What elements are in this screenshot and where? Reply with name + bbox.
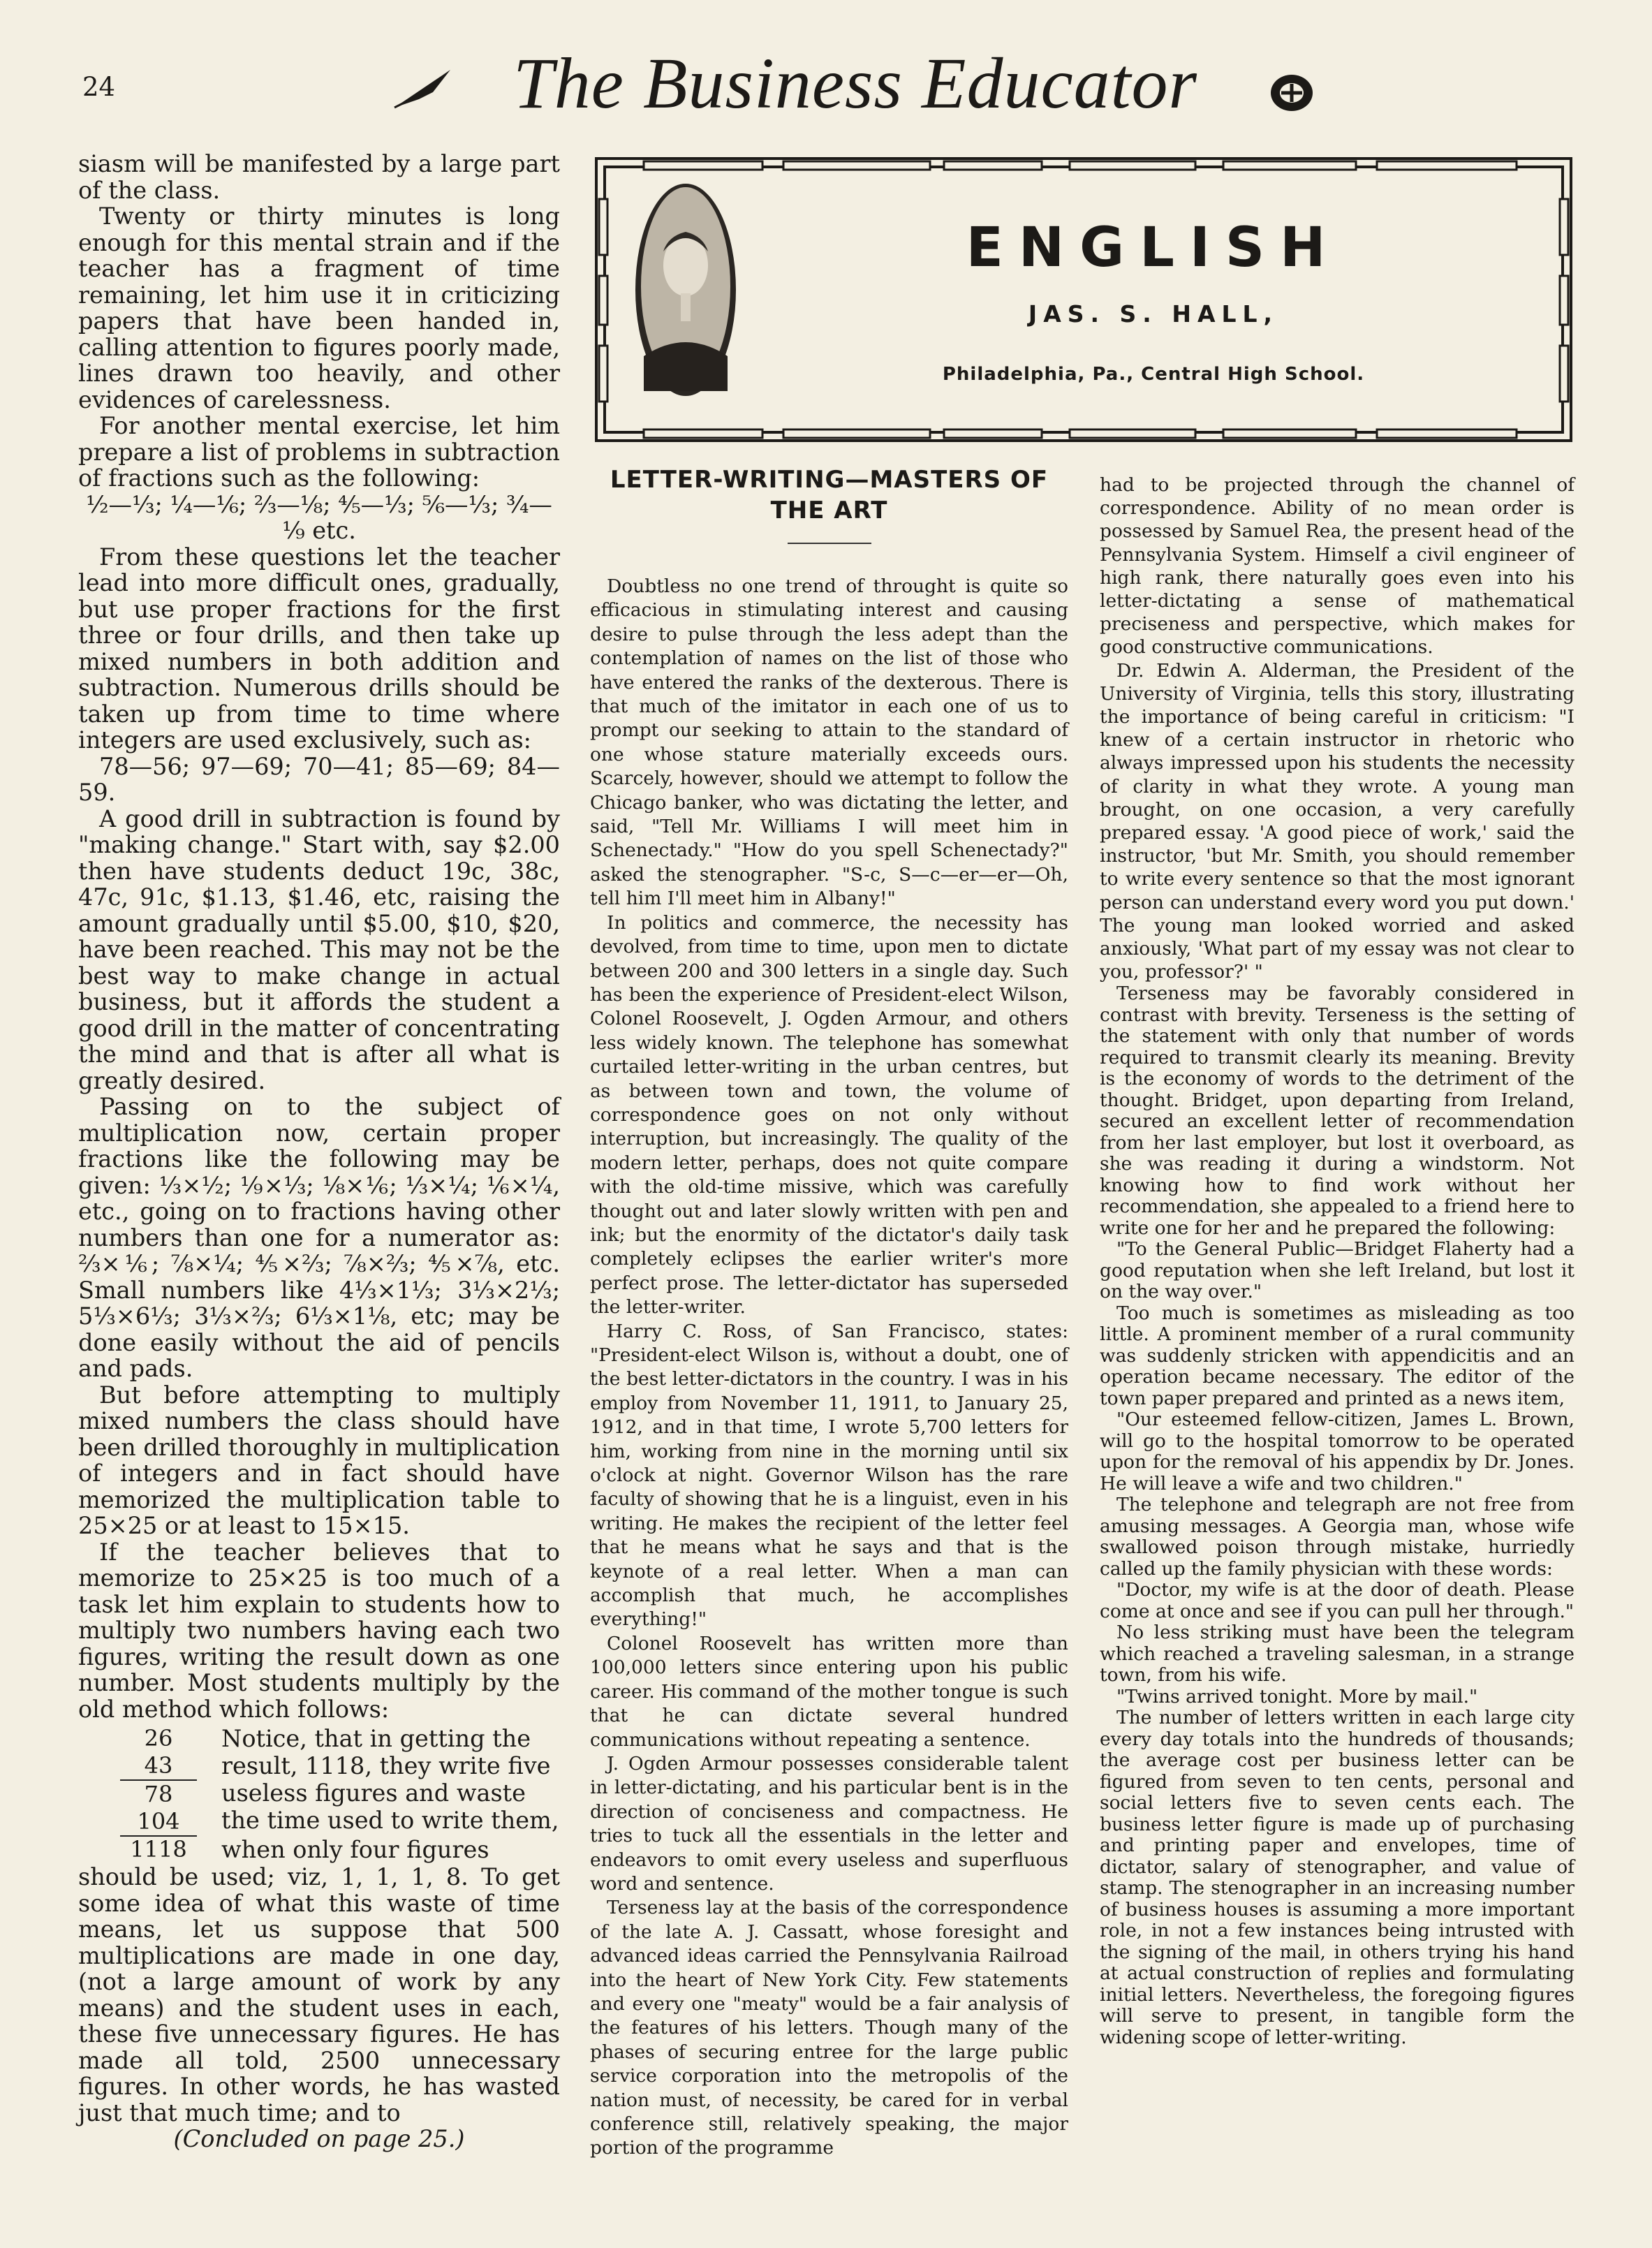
- paragraph: If the teacher believes that to memorize to 25×25 is too much of a task let him explain to students how to multiply two numbers having each two figures, writing the result down as one number. Most students multiply by the old method which follows:: [78, 1538, 560, 1723]
- quoted-message: "Doctor, my wife is at the door of death. Please come at once and see if you can pull her through.": [1100, 1579, 1574, 1622]
- paragraph: should be used; viz, 1, 1, 1, 8. To get some idea of what this waste of time means, let us suppose that 500 multiplications are made in one day, (not a large amount of work by any means) and the student uses in each, these five unnecessary figures. He has made all told, 2500 unnecessary figures. In other words, he has wasted just that much time; and to: [78, 1863, 560, 2126]
- paragraph: Dr. Edwin A. Alderman, the President of the University of Virginia, tells this story, illustrating the importance of being careful in criticism: "I knew of a certain instructor in rhetoric who always impressed upon his students the necessity of clarity in what they wrote. A young man brought, on one occasion, a very carefully prepared essay. 'A good piece of work,' said the instructor, 'but Mr. Smith, you should remember to write every sentence so that the most ignorant person can understand every word you put down.' The young man looked worried and asked anxiously, 'What part of my essay was not clear to you, professor?' ": [1100, 659, 1574, 983]
- eagle-emblem-icon: [1267, 70, 1316, 115]
- note-line: Notice, that in getting the: [221, 1725, 531, 1752]
- left-column: [78, 151, 560, 2152]
- fraction-list: ½—⅓; ¼—⅙; ⅔—⅛; ⅘—⅓; ⅚—⅓; ¾—⅑ etc.: [86, 490, 552, 544]
- page-number: 24: [82, 72, 116, 102]
- figure: 26: [144, 1725, 173, 1751]
- quoted-news-item: "Our esteemed fellow-citizen, James L. Brown, will go to the hospital tomorrow to be operated upon for the removal of his appendix by Dr. Jones. He will leave a wife and two children.": [1100, 1409, 1574, 1494]
- paragraph: But before attempting to multiply mixed numbers the class should have been drilled thoroughly in multiplication of integers and in fact should have memorized the multiplication table to 25×25 or at least to 15×15.: [78, 1381, 560, 1539]
- paragraph: Terseness lay at the basis of the correspondence of the late A. J. Cassatt, whose foresight and advanced ideas carried the Pennsylvania Railroad into the heart of New York City. Few statements and every one "meaty" would be a fair analysis of the features of his letters. Though many of the phases of securing entree for the large public service corporation into the metropolis of the nation must, of necessity, be cared for in verbal conference still, relatively speaking, the major portion of the programme: [590, 1897, 1068, 2159]
- section-title: ENGLISH: [966, 216, 1341, 279]
- paragraph: Twenty or thirty minutes is long enough for this mental strain and if the teacher has a fragment of time remaining, let him use it in criticizing papers that have been handed in, calling attention to figures poorly made, lines drawn too heavily, and other evidences of carelessness.: [78, 203, 560, 413]
- paragraph: Colonel Roosevelt has written more than 100,000 letters since entering upon his public career. His command of the mother tongue is such that he can dictate several hundred communications without repeating a sentence.: [590, 1632, 1068, 1751]
- paragraph: siasm will be manifested by a large part of the class.: [78, 150, 560, 204]
- note-line: result, 1118, they write five: [221, 1752, 551, 1779]
- paragraph: had to be projected through the channel of correspondence. Ability of no mean order is possessed by Samuel Rea, the present head of the Pennsylvania System. Himself a civil engineer of high rank, there naturally goes even into his letter-dictating a sense of mathematical preciseness and perspective, which makes for good constructive communications.: [1100, 474, 1574, 659]
- multiplication-figures: [120, 1725, 197, 1837]
- author-name: JAS. S. HALL,: [1028, 300, 1279, 328]
- multiplication-result-line: [78, 1837, 560, 1864]
- quill-ornament-icon: [391, 64, 454, 113]
- continuation-note: (Concluded on page 25.): [173, 2125, 465, 2152]
- decorative-border: [595, 157, 1572, 442]
- masthead-title: The Business Educator: [512, 43, 1198, 124]
- title-divider: [788, 543, 871, 544]
- paragraph: Too much is sometimes as misleading as too little. A prominent member of a rural community was suddenly stricken with appendicitis and an operation became necessary. The editor of the town paper prepared and printed as a news item,: [1100, 1302, 1574, 1409]
- paragraph: Passing on to the subject of multiplication now, certain proper fractions like the following may be given: ⅓×½; ⅑×⅓; ⅛×⅙; ⅓×¼; ⅙×¼, etc., going on to fractions having other numbers than one for a numerator as: ⅔×⅙; ⅞×¼; ⅘×⅔; ⅞×⅔; ⅘×⅞, etc. Small numbers like 4⅓×1⅓; 3⅓×2⅓; 5⅓×6⅓; 3⅓×⅔; 6⅓×1⅛, etc; may be done easily without the aid of pencils and pads.: [78, 1093, 560, 1382]
- note-line: when only four figures: [221, 1836, 489, 1863]
- author-affiliation: Philadelphia, Pa., Central High School.: [942, 364, 1365, 385]
- quoted-letter: "To the General Public—Bridget Flaherty had a good reputation when she left Ireland, but lost it on the way over.": [1100, 1238, 1574, 1303]
- right-column: [1100, 473, 1574, 2048]
- figure: 43: [120, 1752, 197, 1781]
- article-title: LETTER-WRITING—MASTERS OF THE ART: [610, 466, 1049, 524]
- paragraph: The telephone and telegraph are not free from amusing messages. A Georgia man, whose wife swallowed poison through mistake, hurriedly called up the family physician with these words:: [1100, 1494, 1574, 1580]
- figure: 104: [120, 1808, 197, 1837]
- note-line: the time used to write them,: [221, 1807, 559, 1834]
- note-line: useless figures and waste: [221, 1779, 526, 1807]
- paragraph: No less striking must have been the telegram which reached a traveling salesman, in a strange town, from his wife.: [1100, 1622, 1574, 1687]
- paragraph: From these questions let the teacher lead into more difficult ones, gradually, but use proper fractions for the first three or four drills, and then take up mixed numbers in both addition and subtraction. Numerous drills should be taken up from time to time where integers are used exclusively, such as:: [78, 543, 560, 754]
- paragraph: For another mental exercise, let him prepare a list of problems in subtraction of fractions such as the following:: [78, 412, 560, 492]
- multiplication-notes: [221, 1725, 560, 1834]
- multiplication-example: [78, 1725, 560, 1837]
- paragraph: Doubtless no one trend of throught is quite so efficacious in stimulating interest and causing desire to pulse through the less adept than the contemplation of names on the list of those who have entered the ranks of the dexterous. There is that much of the imitator in each one of us to prompt our seeking to attain to the standard of one whose stature materially exceeds ours. Scarcely, however, should we attempt to follow the Chicago banker, who was dictating the letter, and said, "Tell Mr. Williams I will meet him in Schenectady." "How do you spell Schenectady?" asked the stenographer. "S-c, S—c—er—er—Oh, tell him I'll meet him in Albany!": [590, 575, 1068, 910]
- department-header: [595, 157, 1572, 442]
- author-portrait: [633, 182, 738, 398]
- quoted-telegram: "Twins arrived tonight. More by mail.": [1116, 1685, 1478, 1707]
- paragraph: Terseness may be favorably considered in contrast with brevity. Terseness is the setting of the statement with only that number of words required to transmit clearly its meaning. Brevity is the economy of words to the detriment of the thought. Bridget, upon departing from Ireland, secured an excellent letter of recommendation from her last employer, but lost it overboard, as she was reading it during a windstorm. Not knowing how to find work without her recommendation, she appealed to a friend here to write one for her and he prepared the following:: [1100, 983, 1574, 1239]
- middle-column: [590, 464, 1068, 2161]
- integer-list: 78—56; 97—69; 70—41; 85—69; 84—59.: [78, 752, 560, 806]
- paragraph: J. Ogden Armour possesses considerable talent in letter-dictating, and his particular bent is in the direction of conciseness and compactness. He tries to tuck all the essentials in the letter and endeavors to omit every useless and superfluous word and sentence.: [590, 1752, 1068, 1895]
- figure: 78: [144, 1781, 173, 1807]
- paragraph: The number of letters written in each large city every day totals into the hundreds of thousands; the average cost per business letter can be figured from seven to ten cents, personal and social letters five to seven cents each. The business letter figure is made up of purchasing and printing paper and envelopes, time of dictator, salary of stenographer, and value of stamp. The stenographer in an increasing number of business houses is assuming a more important role, in not a few instances being intrusted with the signing of the mail, in others trying his hand at actual construction of replies and formulating initial letters. Nevertheless, the foregoing figures will serve to present, in tangible form the widening scope of letter-writing.: [1100, 1707, 1574, 2048]
- paragraph: In politics and commerce, the necessity has devolved, from time to time, upon men to dictate between 200 and 300 letters in a single day. Such has been the experience of President-elect Wilson, Colonel Roosevelt, J. Ogden Armour, and others less widely known. The telephone has somewhat curtailed letter-writing in the urban centres, but as between town and town, the volume of correspondence goes on not only without interruption, but increasingly. The quality of the modern letter, perhaps, does not quite compare with the old-time missive, which was carefully thought out and later slowly written with pen and ink; but the enormity of the dictator's daily task completely eclipses the earlier writer's more perfect prose. The letter-dictator has superseded the letter-writer.: [590, 911, 1068, 1318]
- paragraph: A good drill in subtraction is found by "making change." Start with, say $2.00 then have students deduct 19c, 38c, 47c, 91c, $1.13, $1.46, etc, raising the amount gradually until $5.00, $10, $20, have been reached. This may not be the best way to make change in actual business, but it affords the student a good drill in the matter of concentrating the mind and that is after all what is greatly desired.: [78, 805, 560, 1094]
- paragraph: Harry C. Ross, of San Francisco, states: "President-elect Wilson is, without a doubt, one of the best letter-dictators in the country. I was in his employ from November 11, 1911, to January 25, 1912, and in that time, I wrote 5,700 letters for him, working from nine in the morning until six o'clock at night. Governor Wilson has the rare faculty of showing that he is a linguist, even in his writing. He makes the recipient of the letter feel that he means what he says and that is the keynote of a real letter. When a man can accomplish that much, he accomplishes everything!": [590, 1320, 1068, 1631]
- figure: 1118: [130, 1836, 187, 1863]
